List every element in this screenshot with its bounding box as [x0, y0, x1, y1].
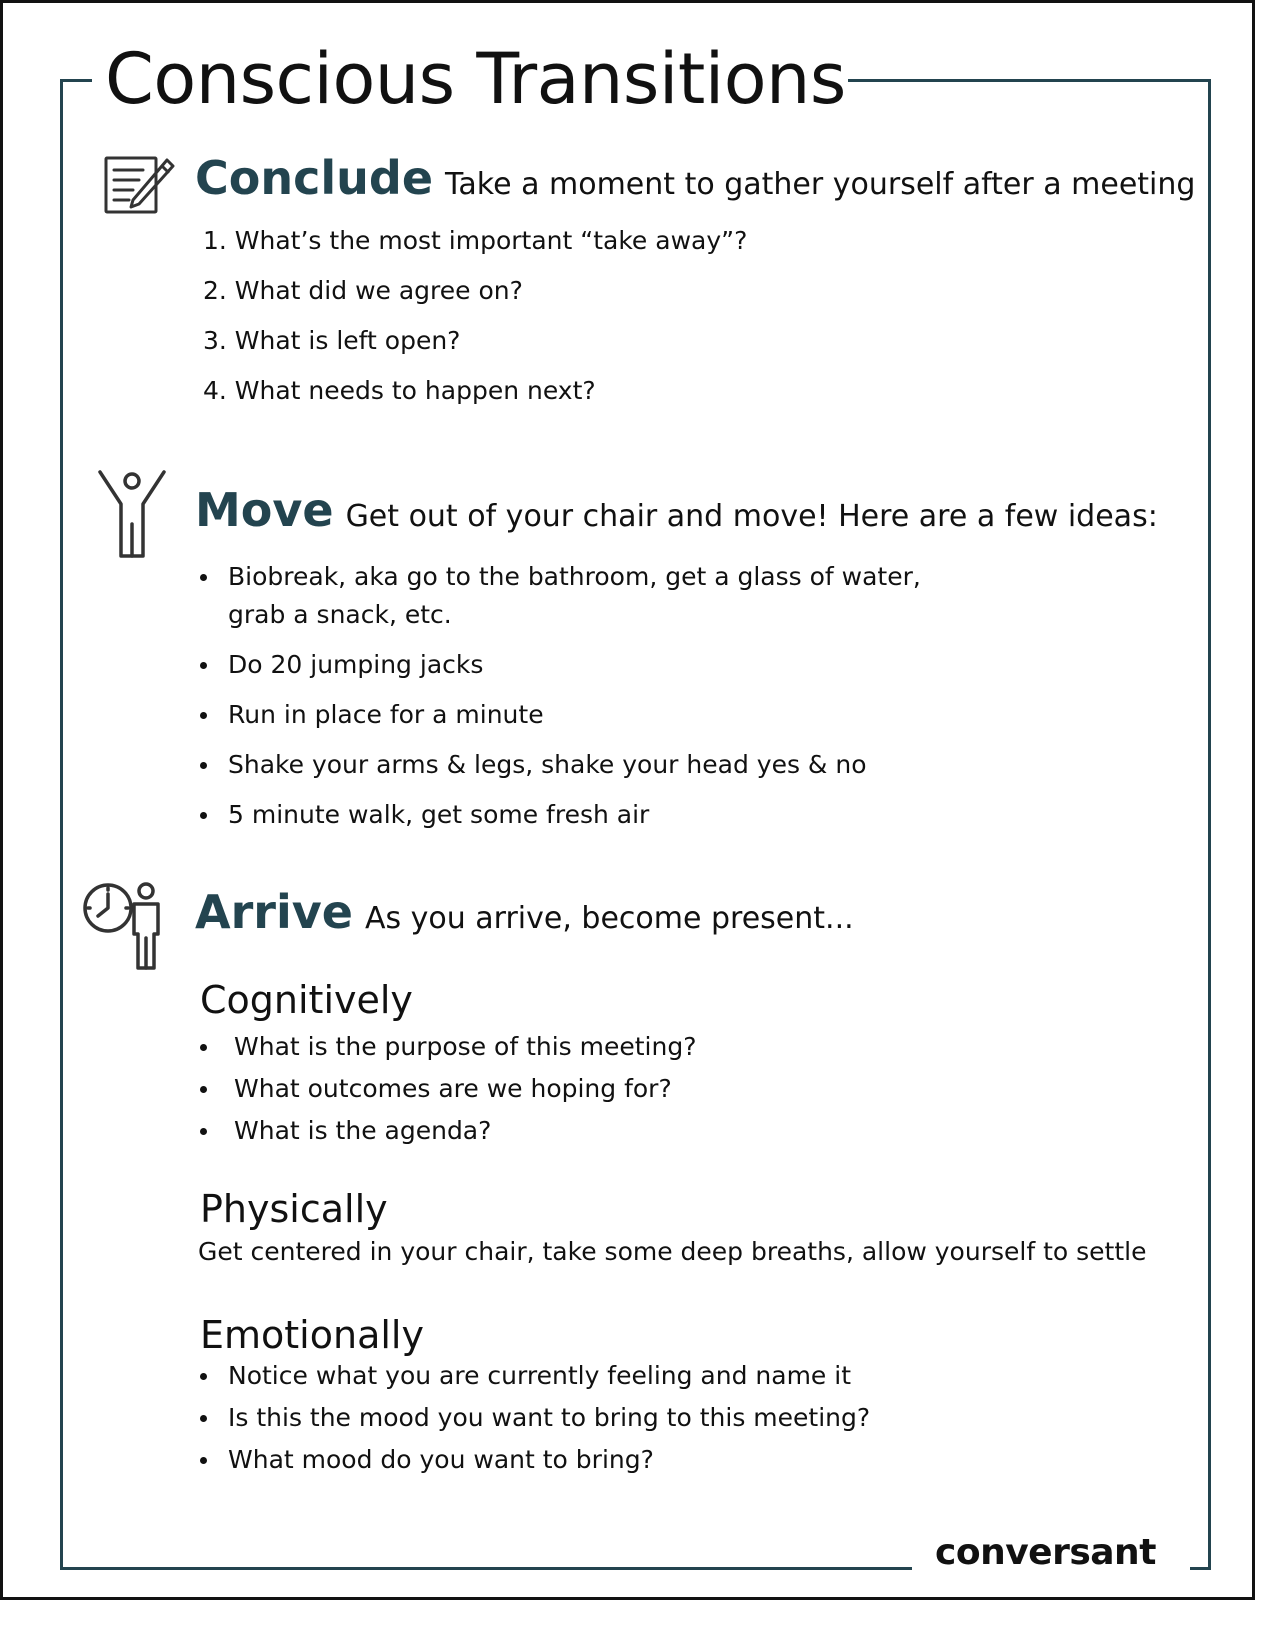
- list-item: What outcomes are we hoping for?: [200, 1068, 697, 1110]
- list-item: Notice what you are currently feeling and name it: [200, 1355, 870, 1397]
- frame-bottom-left: [60, 1567, 912, 1570]
- move-ideas: [200, 558, 1100, 846]
- list-item: What is the purpose of this meeting?: [200, 1026, 697, 1068]
- list-item: What mood do you want to bring?: [200, 1439, 870, 1481]
- physically-heading: Physically: [200, 1187, 388, 1231]
- move-title: Move: [195, 483, 334, 537]
- frame-left: [60, 79, 63, 1570]
- conclude-questions: [203, 216, 747, 416]
- conclude-heading: [195, 151, 1195, 205]
- list-item: 3. What is left open?: [203, 326, 461, 355]
- physically-text: Get centered in your chair, take some deep breaths, allow yourself to settle: [198, 1237, 1147, 1266]
- list-item: 1. What’s the most important “take away”?: [203, 226, 748, 255]
- emotionally-list: [200, 1355, 870, 1481]
- arrive-title: Arrive: [195, 885, 353, 939]
- arrive-heading: [195, 885, 854, 939]
- cognitively-list: [200, 1026, 697, 1152]
- conclude-description: Take a moment to gather yourself after a meeting: [445, 167, 1196, 202]
- move-description: Get out of your chair and move! Here are a few ideas:: [345, 499, 1158, 534]
- conversant-logo: conversant: [935, 1532, 1156, 1573]
- list-item-line: grab a snack, etc.: [228, 600, 452, 629]
- person-raised-arms-icon: [97, 468, 167, 560]
- list-item: What is the agenda?: [200, 1110, 697, 1152]
- frame-top-right: [848, 79, 1211, 82]
- frame-top-left: [60, 79, 92, 82]
- conclude-title: Conclude: [195, 151, 434, 205]
- list-item: Is this the mood you want to bring to this meeting?: [200, 1397, 870, 1439]
- frame-bottom-right: [1190, 1567, 1211, 1570]
- emotionally-heading: Emotionally: [200, 1313, 424, 1357]
- list-item: 5 minute walk, get some fresh air: [200, 796, 1100, 834]
- list-item: 4. What needs to happen next?: [203, 376, 596, 405]
- frame-right-upper: [1208, 79, 1211, 1570]
- clock-person-icon: [82, 880, 172, 972]
- cognitively-heading: Cognitively: [200, 978, 413, 1022]
- list-item: Do 20 jumping jacks: [200, 646, 1100, 684]
- move-heading: [195, 483, 1158, 537]
- list-item: [200, 558, 1100, 634]
- list-item: Run in place for a minute: [200, 696, 1100, 734]
- list-item: Shake your arms & legs, shake your head yes & no: [200, 746, 1100, 784]
- arrive-description: As you arrive, become present...: [364, 901, 854, 936]
- list-item: 2. What did we agree on?: [203, 276, 523, 305]
- page-title: Conscious Transitions: [105, 38, 846, 120]
- document-edit-icon: [103, 152, 175, 216]
- list-item-line: Biobreak, aka go to the bathroom, get a glass of water,: [228, 562, 921, 591]
